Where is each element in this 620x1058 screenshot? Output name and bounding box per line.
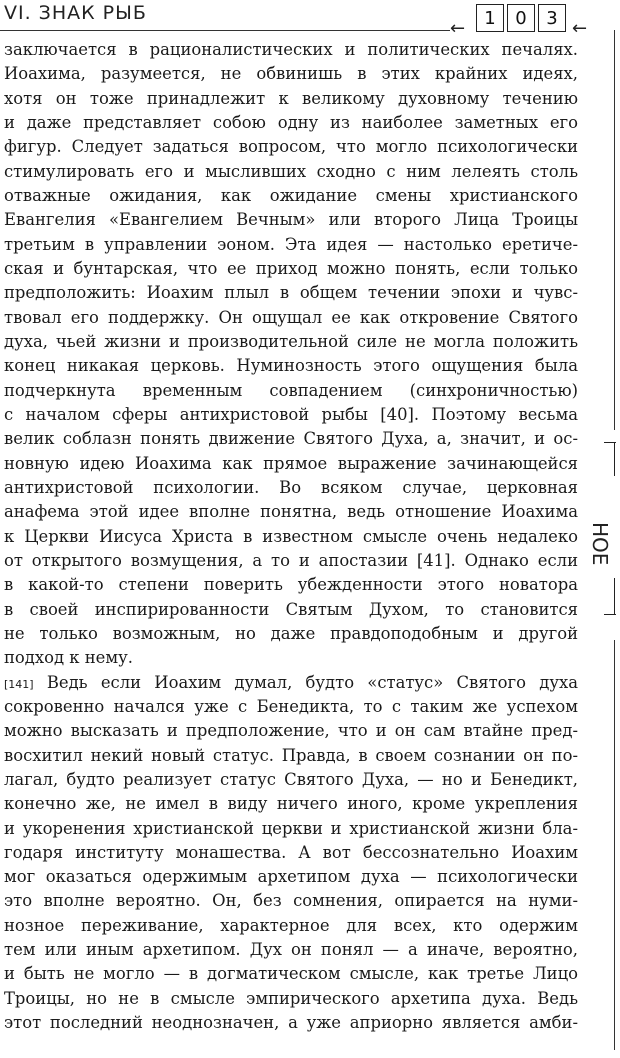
page-number — [476, 4, 566, 32]
text-line: восхитил некий новый статус. Правда, в своем сознании он по- — [4, 745, 578, 765]
side-tab-bracket — [614, 442, 615, 476]
text-line: подход к нему. — [4, 648, 133, 668]
text-line: к Церкви Иисуса Христа в известном смысле очень недалеко — [4, 526, 578, 546]
text-line: не только возможным, но даже правдоподобным и другой — [4, 623, 578, 643]
text-line-first-content: Ведь если Иоахим думал, будто «статус» Святого духа — [46, 672, 578, 692]
side-tab-label: НОЕ — [588, 522, 612, 566]
text-line: и укоренения христианской церкви и христианской жизни бла- — [4, 818, 578, 838]
page-digit: 0 — [507, 4, 535, 32]
side-tab-tick — [604, 614, 616, 615]
text-line: можно высказать и предположение, что и он сам втайне пред- — [4, 721, 578, 741]
text-line: ская и бунтарская, что ее приход можно понять, если только — [4, 258, 578, 278]
text-line: этот последний неоднозначен, а уже априорно является амби- — [4, 1013, 578, 1033]
text-line: сокровенно начался уже с Бенедикта, то с таким же успехом — [4, 696, 578, 716]
paragraph-number: [141] — [4, 677, 34, 691]
text-line: конечно же, не имел в виду ничего иного, кроме укрепления — [4, 794, 578, 814]
text-line: годаря институту монашества. А вот бессознательно Иоахим — [4, 842, 578, 862]
text-line: это вполне вероятно. Он, без сомнения, опирается на нуми- — [4, 891, 578, 911]
text-line: велик соблазн понять движение Святого Духа, а, значит, и ос- — [4, 429, 578, 449]
running-head: VI. ЗНАК РЫБ — [4, 2, 147, 24]
text-line: Иоахима, разумеется, не обвинишь в этих крайних идеях, — [4, 64, 578, 84]
side-tab-bracket — [614, 578, 615, 614]
text-line: с началом сферы антихристовой рыбы [40]. Поэтому весьма — [4, 404, 578, 424]
text-line: мог оказаться одержимым архетипом духа — психологически — [4, 867, 578, 887]
margin-rule — [614, 640, 615, 1050]
text-line: хотя он тоже принадлежит к великому духовному течению — [4, 88, 578, 108]
arrow-left-icon: ← — [450, 18, 466, 39]
text-line-first — [4, 671, 578, 695]
text-line: и быть не могло — в догматическом смысле, как третье Лицо — [4, 964, 578, 984]
text-line: твовал его поддержку. Он ощущал ее как откровение Святого — [4, 307, 578, 327]
body-text — [4, 38, 578, 1035]
text-line: Евангелия «Евангелием Вечным» или второго Лица Троицы — [4, 210, 578, 230]
text-line: Троицы, но не в смысле эмпирического архетипа духа. Ведь — [4, 988, 578, 1008]
text-line: и даже представляет собою одну из наиболее заметных его — [4, 112, 578, 132]
text-line: антихристовой психологии. Во всяком случае, церковная — [4, 477, 578, 497]
text-line: отважные ожидания, как ожидание смены христианского — [4, 185, 578, 205]
text-line: в своей инспирированности Святым Духом, то становится — [4, 599, 578, 619]
page-header — [0, 0, 620, 40]
text-line: нозное переживание, характерное для всех, кто одержим — [4, 915, 578, 935]
text-line: фигур. Следует задаться вопросом, что могло психологически — [4, 137, 578, 157]
paragraph-141 — [4, 671, 578, 1036]
text-line: предположить: Иоахим плыл в общем течении эпохи и чувс- — [4, 283, 578, 303]
side-tab — [580, 440, 620, 620]
margin-rule — [614, 30, 615, 430]
page-digit: 3 — [538, 4, 566, 32]
text-line: анафема этой идее вполне понятна, ведь отношение Иоахима — [4, 502, 578, 522]
text-line: заключается в рационалистических и политических печалях. — [4, 40, 578, 59]
text-line: тем или иным архетипом. Дух он понял — а иначе, вероятно, — [4, 940, 578, 960]
text-line: конец никакая церковь. Нуминозность этого ощущения была — [4, 356, 578, 376]
arrow-right-icon: ← — [572, 18, 588, 39]
text-line: от открытого возмущения, а то и апостазии [41]. Однако если — [4, 550, 578, 570]
text-line: подчеркнута временным совпадением (синхроничностью) — [4, 380, 578, 400]
text-line: лагал, будто реализует статус Святого Духа, — но и Бенедикт, — [4, 769, 578, 789]
text-line: духа, чьей жизни и производительной силе не могла положить — [4, 331, 578, 351]
text-line: новную идею Иоахима как прямое выражение зачинающейся — [4, 453, 578, 473]
text-line: третьим в управлении эоном. Эта идея — настолько еретиче- — [4, 234, 578, 254]
header-rule — [0, 30, 450, 31]
text-line: стимулировать его и мысливших сходно с ним лелеять столь — [4, 161, 578, 181]
page-digit: 1 — [476, 4, 504, 32]
text-line: в какой-то степени поверить убежденности этого новатора — [4, 575, 578, 595]
paragraph-140-tail — [4, 38, 578, 671]
